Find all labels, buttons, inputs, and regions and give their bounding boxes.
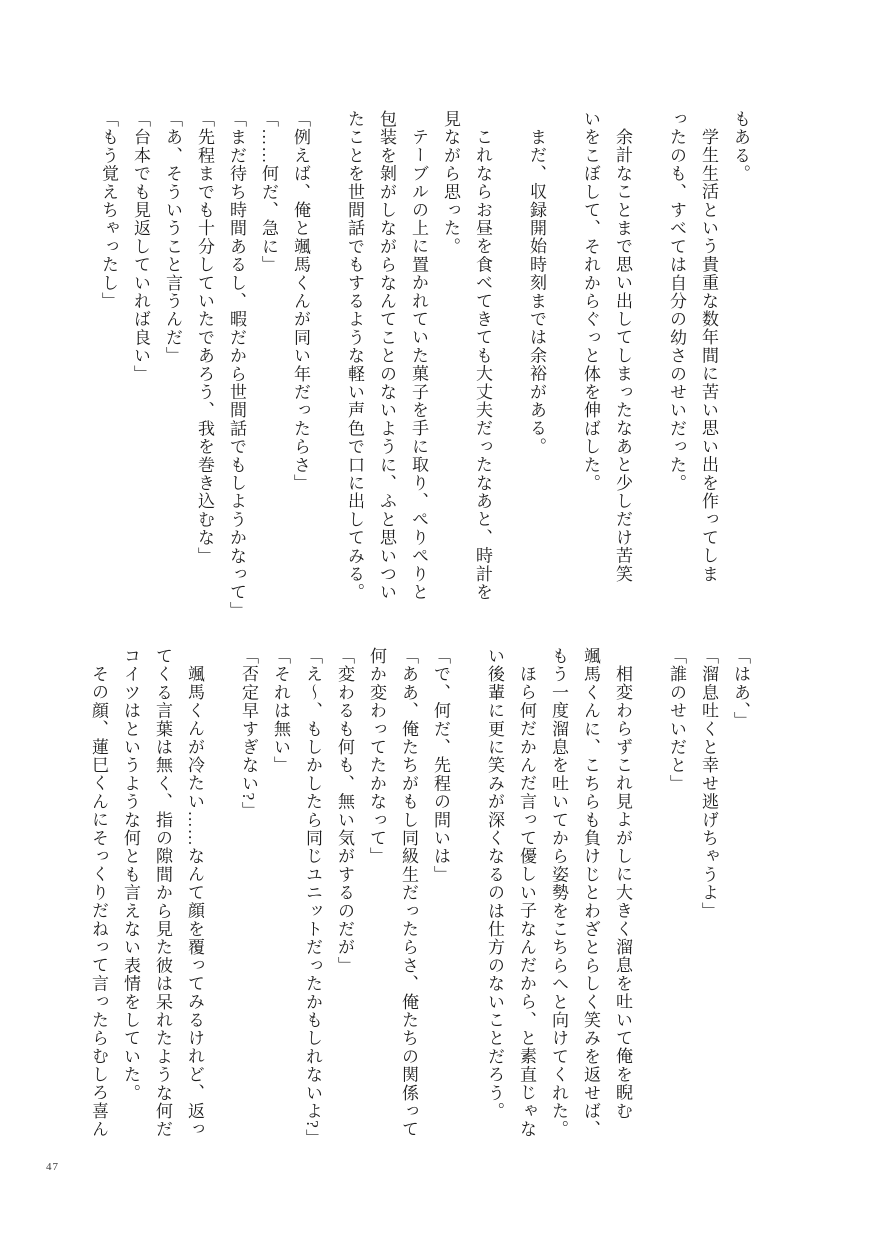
text-column: い後輩に更に笑みが深くなるのは仕方のないことだろう。 [485,647,504,1121]
text-column: 「で、何だ、先程の問いは」 [431,647,450,884]
vertical-text-block-bottom [82,647,756,1177]
text-column: いをこぼして、それからぐっと体を伸ばした。 [581,110,600,493]
text-column: 「先程までも十分していたであろう、我を巻き込むな」 [195,110,214,565]
text-column: 「ああ、俺たちがもし同級生だったらさ、俺たちの関係って [399,647,418,1139]
text-column: 「台本でも見返していれば良い」 [131,110,150,383]
text-column: 「誰のせいだと」 [667,647,686,793]
text-column: たことを世間話でもするような軽い声色で口に出してみる。 [345,110,364,602]
text-column: 颯馬くんが冷たい……なんて顔を覆ってみるけれど、返っ [185,665,204,1139]
text-column: 見ながら思った。 [441,110,460,256]
text-column: その顔、蓮巳くんにそっくりだねって言ったらむしろ喜ん [89,665,108,1139]
text-column: まだ、収録開始時刻までは余裕がある。 [527,128,546,456]
text-column: これならお昼を食べてきても大丈夫だったなあと、時計を [473,128,492,602]
text-column: てくる言葉は無く、指の隙間から見た彼は呆れたような何だ [153,647,172,1139]
text-column: 「はあ、」 [731,647,750,730]
text-column: 「否定早すぎない?」 [239,647,258,820]
text-column: 「変わるも何も、無い気がするのだが」 [335,647,354,975]
vertical-text-block-top [92,110,756,640]
text-column: 「溜息吐くと幸せ逃げちゃうよ」 [699,647,718,920]
text-column: もある。 [731,110,750,183]
text-column: ほら何だかんだ言って優しい子なんだから、と素直じゃな [517,665,536,1139]
text-column: 包装を剝がしながらなんてことのないように、ふと思いつい [377,110,396,602]
text-column: ったのも、すべては自分の幼さのせいだった。 [667,110,686,493]
text-column: テーブルの上に置かれていた菓子を手に取り、ぺりぺりと [409,128,428,602]
text-column: 「それは無い」 [271,647,290,775]
text-column: もう一度溜息を吐いてから姿勢をこちらへと向けてくれた。 [549,647,568,1139]
text-column: 「例えば、俺と颯馬くんが同い年だったらさ」 [291,110,310,493]
text-column: 学生生活という貴重な数年間に苦い思い出を作ってしま [699,128,718,583]
text-column: コイツはというような何とも言えない表情をしていた。 [121,647,140,1102]
text-column: 何か変わってたかなって」 [367,647,386,866]
text-column: 「……何だ、急に」 [259,110,278,274]
page-number: 47 [46,1161,59,1173]
text-column: 「あ、そういうこと言うんだ」 [163,110,182,365]
text-column: 「まだ待ち時間あるし、暇だから世間話でもしようかなって」 [227,110,246,620]
text-column: 颯馬くんに、こちらも負けじとわざとらしく笑みを返せば、 [581,647,600,1139]
text-column: 「もう覚えちゃったし」 [99,110,118,311]
text-column: 余計なことまで思い出してしまったなあと少しだけ苦笑 [613,128,632,583]
text-column: 「え〜、もしかしたら同じユニットだったかもしれないよ?」 [303,647,322,1148]
text-column: 相変わらずこれ見よがしに大きく溜息を吐いて俺を睨む [613,665,632,1120]
